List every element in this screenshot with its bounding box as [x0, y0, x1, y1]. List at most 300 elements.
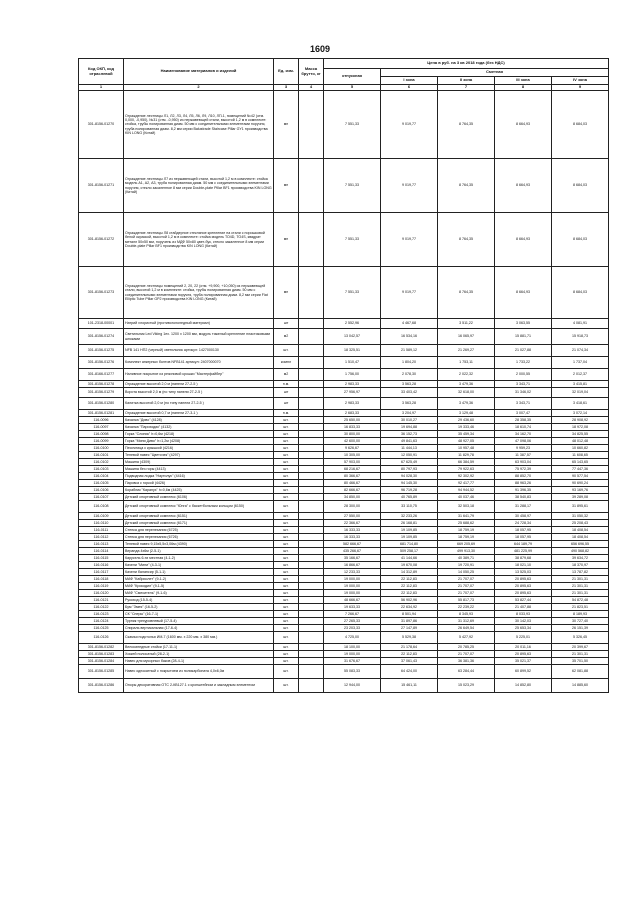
- table-row: [79, 520, 609, 527]
- row-release-price: 1 510,47: [324, 357, 381, 369]
- row-zone-2-price: 8 764,35: [438, 91, 495, 159]
- row-zone-1-price: 22 634,92: [381, 604, 438, 611]
- table-row: [79, 417, 609, 424]
- row-mass: [299, 480, 324, 487]
- row-unit: мп: [274, 213, 299, 267]
- row-release-price: 28 300,00: [324, 501, 381, 513]
- row-zone-4-price: 93 169,76: [552, 487, 609, 494]
- row-mass: [299, 611, 324, 618]
- column-number: 4: [299, 85, 324, 91]
- row-release-price: 12 233,33: [324, 569, 381, 576]
- row-zone-2-price: 21 707,07: [438, 583, 495, 590]
- row-release-price: 7 551,33: [324, 213, 381, 267]
- row-code: 116-0122: [79, 604, 124, 611]
- row-zone-2-price: 14 050,25: [438, 569, 495, 576]
- row-release-price: 30 800,00: [324, 431, 381, 438]
- row-code: 116-0110: [79, 520, 124, 527]
- row-zone-1-price: 2 078,30: [381, 369, 438, 381]
- row-mass: [299, 357, 324, 369]
- row-name: Наливное покрытие из резиновой крошки "Мастерфайбер": [124, 369, 274, 381]
- row-zone-4-price: 26 151,39: [552, 625, 609, 632]
- row-code: 116-0104: [79, 473, 124, 480]
- row-mass: [299, 159, 324, 213]
- table-row: [79, 459, 609, 466]
- row-zone-2-price: 31 312,69: [438, 618, 495, 625]
- row-code: 301-8156-01271: [79, 159, 124, 213]
- row-zone-4-price: 35 701,50: [552, 658, 609, 665]
- row-zone-4-price: 20 399,67: [552, 644, 609, 651]
- row-zone-4-price: 21 074,34: [552, 345, 609, 357]
- table-row: [79, 541, 609, 548]
- row-zone-2-price: 35 459,34: [438, 431, 495, 438]
- table-row: [79, 398, 609, 410]
- table-row: [79, 513, 609, 520]
- row-zone-3-price: 75 972,39: [495, 466, 552, 473]
- row-zone-4-price: 21 301,31: [552, 651, 609, 658]
- row-zone-4-price: 31 895,61: [552, 501, 609, 513]
- row-zone-4-price: 48 012,48: [552, 438, 609, 445]
- row-release-price: 34 850,00: [324, 494, 381, 501]
- row-zone-2-price: 15 023,29: [438, 679, 495, 693]
- row-code: 101-2318-00001: [79, 319, 124, 329]
- table-row: [79, 534, 609, 541]
- row-name: Бум "Змея" (16-5-2): [124, 604, 274, 611]
- row-mass: [299, 213, 324, 267]
- table-row: [79, 611, 609, 618]
- row-code: 116-0102: [79, 459, 124, 466]
- row-zone-3-price: 8 664,93: [495, 267, 552, 319]
- row-unit: шт.: [274, 431, 299, 438]
- row-name: Навес однокатный с покрытием из поликарбоната 4,0х6,0м: [124, 665, 274, 679]
- row-zone-2-price: 669 205,69: [438, 541, 495, 548]
- row-zone-2-price: 8 764,35: [438, 267, 495, 319]
- row-zone-2-price: 25 688,62: [438, 520, 495, 527]
- row-zone-3-price: 8 664,93: [495, 91, 552, 159]
- row-zone-4-price: 65 143,65: [552, 459, 609, 466]
- row-unit: шт.: [274, 548, 299, 555]
- row-zone-4-price: 25 208,43: [552, 520, 609, 527]
- row-mass: [299, 494, 324, 501]
- row-mass: [299, 345, 324, 357]
- row-mass: [299, 590, 324, 597]
- row-release-price: 19 633,33: [324, 604, 381, 611]
- row-zone-2-price: 16 065,97: [438, 329, 495, 345]
- table-row: [79, 381, 609, 388]
- row-zone-3-price: 38 879,68: [495, 555, 552, 562]
- row-zone-4-price: 30 727,40: [552, 618, 609, 625]
- row-zone-1-price: 33 403,42: [381, 388, 438, 398]
- row-unit: шт.: [274, 611, 299, 618]
- row-name: Качели балансир (5-1-1): [124, 569, 274, 576]
- row-mass: [299, 501, 324, 513]
- row-zone-3-price: 3 343,71: [495, 381, 552, 388]
- table-row: [79, 159, 609, 213]
- row-release-price: 27 265,33: [324, 618, 381, 625]
- row-mass: [299, 388, 324, 398]
- row-zone-2-price: 32 503,18: [438, 501, 495, 513]
- row-unit: мп: [274, 159, 299, 213]
- row-zone-1-price: 22 112,83: [381, 651, 438, 658]
- row-code: 116-0108: [79, 501, 124, 513]
- row-zone-2-price: 22 239,22: [438, 604, 495, 611]
- row-release-price: 23 203,33: [324, 625, 381, 632]
- row-zone-3-price: 481 225,99: [495, 548, 552, 555]
- row-zone-4-price: 3 415,81: [552, 381, 609, 388]
- row-zone-4-price: 62 081,88: [552, 665, 609, 679]
- row-name: Ворота высотой 2,0 м (по типу панели 27-2-5 ): [124, 388, 274, 398]
- row-code: 116-0103: [79, 466, 124, 473]
- row-mass: [299, 632, 324, 644]
- row-zone-1-price: 33 110,75: [381, 501, 438, 513]
- row-zone-2-price: 3 129,48: [438, 410, 495, 417]
- row-mass: [299, 569, 324, 576]
- row-code: 116-0119: [79, 583, 124, 590]
- row-name: Стенка для перелезания (6725): [124, 527, 274, 534]
- row-zone-1-price: 26 168,81: [381, 520, 438, 527]
- row-zone-4-price: 28 908,92: [552, 417, 609, 424]
- row-mass: [299, 562, 324, 569]
- row-zone-2-price: 92 302,92: [438, 473, 495, 480]
- header-unit: Ед. изм.: [274, 59, 299, 85]
- row-release-price: 19 000,00: [324, 576, 381, 583]
- row-zone-2-price: 11 829,78: [438, 452, 495, 459]
- row-zone-1-price: 19 109,85: [381, 527, 438, 534]
- row-release-price: 16 333,33: [324, 534, 381, 541]
- row-name: Горка "Слоник" h=0,6м (4218): [124, 431, 274, 438]
- row-zone-2-price: 21 707,07: [438, 576, 495, 583]
- price-table: [78, 58, 609, 693]
- row-release-price: 42 600,00: [324, 438, 381, 445]
- row-zone-3-price: 31 288,17: [495, 501, 552, 513]
- row-name: Ограждение высотой 0,7 м (панели 27-3-1 ): [124, 410, 274, 417]
- row-zone-4-price: 3 072,14: [552, 410, 609, 417]
- row-code: 116-0120: [79, 590, 124, 597]
- table-row: [79, 452, 609, 459]
- row-release-price: 4 725,00: [324, 632, 381, 644]
- row-zone-3-price: 88 852,70: [495, 473, 552, 480]
- row-zone-1-price: 30 010,27: [381, 417, 438, 424]
- row-name: МАФ "Смеситель" (9-1-6): [124, 590, 274, 597]
- header-zone-2: II зона: [438, 77, 495, 85]
- header-price-title: Цена в руб. на 3 кв 2018 года (без НДС): [324, 59, 609, 69]
- row-mass: [299, 583, 324, 590]
- table-body: [79, 91, 609, 693]
- row-zone-1-price: 21 178,64: [381, 644, 438, 651]
- row-zone-2-price: 20 785,25: [438, 644, 495, 651]
- column-number: 7: [438, 85, 495, 91]
- row-zone-4-price: 8 684,03: [552, 213, 609, 267]
- row-name: Комплект анкерных болтов NFB141 артикул: 2407000070: [124, 357, 274, 369]
- row-name: Натрий хлористый (противогололедный материал): [124, 319, 274, 329]
- table-row: [79, 369, 609, 381]
- row-mass: [299, 534, 324, 541]
- row-zone-1-price: 49 841,63: [381, 438, 438, 445]
- row-code: 116-0106: [79, 487, 124, 494]
- row-name: Машина без горы (4413): [124, 466, 274, 473]
- table-row: [79, 487, 609, 494]
- row-zone-1-price: 509 258,17: [381, 548, 438, 555]
- row-mass: [299, 487, 324, 494]
- row-unit: шт.: [274, 632, 299, 644]
- row-zone-2-price: 1 753,11: [438, 357, 495, 369]
- row-zone-1-price: 5 529,38: [381, 632, 438, 644]
- table-row: [79, 329, 609, 345]
- table-row: [79, 625, 609, 632]
- row-code: 116-0111: [79, 527, 124, 534]
- row-unit: шт: [274, 398, 299, 410]
- row-code: 116-0109: [79, 513, 124, 520]
- row-zone-3-price: 21 407,88: [495, 604, 552, 611]
- row-zone-3-price: 8 033,93: [495, 611, 552, 618]
- row-zone-2-price: 19 720,91: [438, 562, 495, 569]
- row-zone-1-price: 37 061,43: [381, 658, 438, 665]
- row-code: 116-0097: [79, 424, 124, 431]
- row-code: 116-0100: [79, 445, 124, 452]
- row-name: Веранда 4х6м (2-5-1): [124, 548, 274, 555]
- row-mass: [299, 597, 324, 604]
- table-row: [79, 583, 609, 590]
- row-zone-1-price: 9 019,77: [381, 213, 438, 267]
- table-row: [79, 562, 609, 569]
- row-zone-3-price: 18 057,95: [495, 527, 552, 534]
- row-unit: шт.: [274, 618, 299, 625]
- table-row: [79, 445, 609, 452]
- row-zone-2-price: 3 479,36: [438, 381, 495, 388]
- row-zone-2-price: 3 511,22: [438, 319, 495, 329]
- row-release-price: 19 000,00: [324, 590, 381, 597]
- row-zone-1-price: 3 563,28: [381, 381, 438, 388]
- row-zone-4-price: 21 301,31: [552, 590, 609, 597]
- table-row: [79, 388, 609, 398]
- row-name: Машина (4309): [124, 459, 274, 466]
- row-zone-1-price: 9 019,77: [381, 267, 438, 319]
- row-mass: [299, 369, 324, 381]
- row-zone-2-price: 18 759,19: [438, 527, 495, 534]
- row-zone-3-price: 30 142,03: [495, 618, 552, 625]
- table-row: [79, 345, 609, 357]
- header-code: Код ОКП, код отраслевой: [79, 59, 124, 85]
- row-code: 116-0123: [79, 611, 124, 618]
- row-zone-2-price: 40 037,46: [438, 494, 495, 501]
- row-zone-3-price: 20 011,16: [495, 644, 552, 651]
- row-unit: шт.: [274, 473, 299, 480]
- row-code: 116-0101: [79, 452, 124, 459]
- row-unit: шт.: [274, 625, 299, 632]
- row-unit: шт.: [274, 487, 299, 494]
- row-zone-3-price: 11 387,57: [495, 452, 552, 459]
- row-name: МАФ "Крокодил" (9-1-5): [124, 583, 274, 590]
- row-release-price: 27 956,97: [324, 388, 381, 398]
- row-zone-4-price: 21 823,51: [552, 604, 609, 611]
- row-zone-2-price: 21 707,07: [438, 651, 495, 658]
- row-zone-4-price: 18 408,54: [552, 534, 609, 541]
- row-name: Рукоход (15-5-4): [124, 597, 274, 604]
- row-zone-4-price: 54 872,48: [552, 597, 609, 604]
- row-unit: шт.: [274, 466, 299, 473]
- row-code: 116-0124: [79, 618, 124, 625]
- row-zone-3-price: 91 396,35: [495, 487, 552, 494]
- row-code: 116-0117: [79, 569, 124, 576]
- row-release-price: 7 551,33: [324, 267, 381, 319]
- row-release-price: 27 550,00: [324, 513, 381, 520]
- table-row: [79, 658, 609, 665]
- row-name: МАФ "Кабриолет" (9-1-2): [124, 576, 274, 583]
- row-zone-2-price: 40 389,71: [438, 555, 495, 562]
- row-zone-2-price: 26 649,54: [438, 625, 495, 632]
- table-row: [79, 480, 609, 487]
- row-unit: шт.: [274, 445, 299, 452]
- row-zone-2-price: 18 759,19: [438, 534, 495, 541]
- row-unit: шт: [274, 388, 299, 398]
- row-name: СК "Сперы" (16-7-1): [124, 611, 274, 618]
- table-row: [79, 466, 609, 473]
- row-zone-4-price: 490 568,82: [552, 548, 609, 555]
- row-zone-1-price: 64 424,00: [381, 665, 438, 679]
- table-row: [79, 618, 609, 625]
- row-mass: [299, 398, 324, 410]
- row-code: 301-8156-01279: [79, 388, 124, 398]
- row-zone-1-price: 36 152,73: [381, 431, 438, 438]
- table-row: [79, 473, 609, 480]
- row-name: Теневой навес 9,15х5,5х3,06м (4390): [124, 541, 274, 548]
- row-release-price: 13 042,57: [324, 329, 381, 345]
- row-release-price: 7 551,33: [324, 159, 381, 213]
- row-release-price: 48 666,67: [324, 597, 381, 604]
- row-unit: шт.: [274, 569, 299, 576]
- row-mass: [299, 459, 324, 466]
- row-zone-1-price: 3 563,28: [381, 398, 438, 410]
- row-release-price: 80 366,67: [324, 473, 381, 480]
- row-release-price: 2 552,96: [324, 319, 381, 329]
- row-unit: шт.: [274, 541, 299, 548]
- row-zone-1-price: 19 670,08: [381, 562, 438, 569]
- row-unit: шт.: [274, 438, 299, 445]
- header-name: Наименование материалов и изделий: [124, 59, 274, 85]
- row-unit: шт.: [274, 665, 299, 679]
- row-zone-4-price: 21 301,31: [552, 576, 609, 583]
- row-unit: шт.: [274, 513, 299, 520]
- row-mass: [299, 513, 324, 520]
- row-zone-3-price: 18 057,95: [495, 534, 552, 541]
- row-zone-3-price: 9 959,23: [495, 445, 552, 452]
- row-unit: мп: [274, 91, 299, 159]
- row-zone-1-price: 32 233,26: [381, 513, 438, 520]
- row-mass: [299, 625, 324, 632]
- header-release: отпускная: [324, 69, 381, 85]
- row-unit: шт.: [274, 459, 299, 466]
- row-zone-4-price: 90 690,24: [552, 480, 609, 487]
- row-zone-4-price: 13 787,82: [552, 569, 609, 576]
- row-name: Ограждение лестницы помещений 2, 20, 22 (отм. +9,900, +10,050) из нержавеющей стали, высотой 1,2 м в комплекте: стойка, трубы полированная диам. 50 мм с соединительными элементами поручня, труба полированная диам. 8,2 мм серии Flat Elliptic Tube Pillar GP2 производства KIN LONG (Китай): [124, 267, 274, 319]
- row-release-price: 2 683,33: [324, 410, 381, 417]
- row-mass: [299, 424, 324, 431]
- row-name: NFB 141 НП2 (черный) светильник артикул: 1427000130: [124, 345, 274, 357]
- row-code: 116-0118: [79, 576, 124, 583]
- row-code: 116-0114: [79, 548, 124, 555]
- row-code: 116-0096: [79, 417, 124, 424]
- row-code: 301-8156-01283: [79, 651, 124, 658]
- row-release-price: 31 676,67: [324, 658, 381, 665]
- row-zone-2-price: 55 817,73: [438, 597, 495, 604]
- row-unit: шт.: [274, 345, 299, 357]
- row-zone-4-price: 15 918,73: [552, 329, 609, 345]
- row-code: 116-0105: [79, 480, 124, 487]
- row-name: Велосипедные стойки (17-11-1): [124, 644, 274, 651]
- row-zone-3-price: 21 027,88: [495, 345, 552, 357]
- row-zone-3-price: 1 733,22: [495, 357, 552, 369]
- row-zone-3-price: 63 903,04: [495, 459, 552, 466]
- row-zone-3-price: 88 963,26: [495, 480, 552, 487]
- row-code: 301-8166-01277: [79, 369, 124, 381]
- row-mass: [299, 445, 324, 452]
- row-zone-2-price: 499 913,30: [438, 548, 495, 555]
- row-release-price: 25 650,00: [324, 417, 381, 424]
- table-row: [79, 501, 609, 513]
- row-zone-2-price: 31 641,79: [438, 513, 495, 520]
- row-zone-3-price: 644 189,79: [495, 541, 552, 548]
- row-name: Опоры декоративная ОТС 2-КВ127.1 с кронштейном и закладным элементом: [124, 679, 274, 693]
- row-code: 116-0121: [79, 597, 124, 604]
- row-zone-2-price: 8 764,35: [438, 213, 495, 267]
- row-mass: [299, 679, 324, 693]
- row-zone-3-price: 53 827,44: [495, 597, 552, 604]
- row-release-price: 435 266,67: [324, 548, 381, 555]
- row-name: Турник трехуровневый (17-5-4): [124, 618, 274, 625]
- row-zone-2-price: 21 707,07: [438, 590, 495, 597]
- row-release-price: 82 666,67: [324, 487, 381, 494]
- row-zone-4-price: 39 634,72: [552, 555, 609, 562]
- row-unit: шт.: [274, 452, 299, 459]
- row-name: Калитка высотой 2,0 м (по типу панели 27-2-5 ): [124, 398, 274, 410]
- row-zone-1-price: 22 112,83: [381, 576, 438, 583]
- row-mass: [299, 651, 324, 658]
- row-release-price: 16 833,33: [324, 424, 381, 431]
- row-release-price: 55 083,33: [324, 665, 381, 679]
- row-mass: [299, 431, 324, 438]
- table-row: [79, 569, 609, 576]
- row-zone-4-price: 14 885,60: [552, 679, 609, 693]
- row-zone-1-price: 14 312,89: [381, 569, 438, 576]
- row-unit: шт.: [274, 658, 299, 665]
- row-code: 116-0113: [79, 541, 124, 548]
- row-zone-1-price: 96 719,28: [381, 487, 438, 494]
- row-unit: шт.: [274, 562, 299, 569]
- row-zone-1-price: 80 797,93: [381, 466, 438, 473]
- row-name: Стенка для перелезания (6726): [124, 534, 274, 541]
- row-unit: шт.: [274, 590, 299, 597]
- table-row: [79, 213, 609, 267]
- row-zone-4-price: 8 684,03: [552, 159, 609, 213]
- row-zone-1-price: 40 765,89: [381, 494, 438, 501]
- row-unit: шт.: [274, 520, 299, 527]
- row-mass: [299, 618, 324, 625]
- row-zone-3-price: 13 525,03: [495, 569, 552, 576]
- row-release-price: 2 983,33: [324, 398, 381, 410]
- row-zone-1-price: 19 109,85: [381, 534, 438, 541]
- row-release-price: 9 626,67: [324, 445, 381, 452]
- row-release-price: 12 944,00: [324, 679, 381, 693]
- row-release-price: 1 756,00: [324, 369, 381, 381]
- row-zone-4-price: 18 408,54: [552, 527, 609, 534]
- row-name: Песочница с крышкой (4216): [124, 445, 274, 452]
- row-unit: п.м.: [274, 410, 299, 417]
- row-zone-3-price: 18 021,10: [495, 562, 552, 569]
- column-number: 2: [124, 85, 274, 91]
- row-unit: шт.: [274, 576, 299, 583]
- row-name: Скамья подстолья ИМ-7 (1600 мм. х 220 мм. х 380 мм.): [124, 632, 274, 644]
- row-zone-2-price: 5 427,92: [438, 632, 495, 644]
- row-zone-2-price: 2 022,32: [438, 369, 495, 381]
